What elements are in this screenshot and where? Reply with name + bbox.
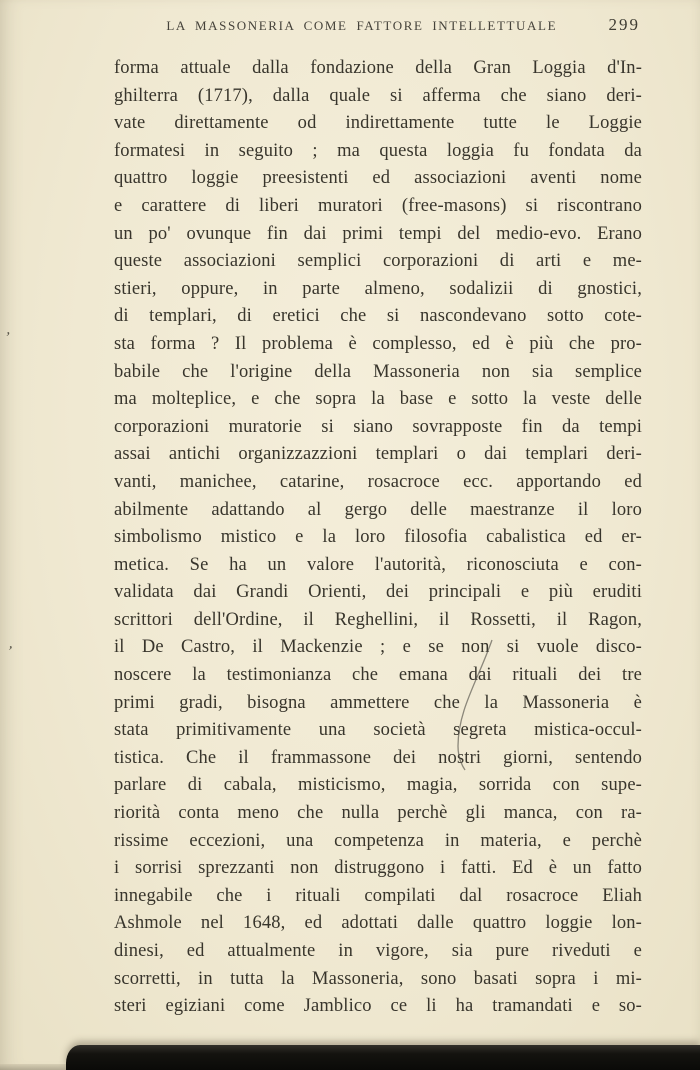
text-line: parlare di cabala, misticismo, magia, sorrida con supe-	[114, 775, 642, 796]
body-text	[114, 55, 642, 1021]
text-line: queste associazioni semplici corporazioni di arti e me-	[114, 251, 642, 272]
text-line: rissime eccezioni, una competenza in materia, e perchè	[114, 830, 642, 851]
text-line: stata primitivamente una società segreta mistica-occul-	[114, 720, 642, 741]
page-bottom-edge	[0, 1064, 70, 1070]
text-line: innegabile che i rituali compilati dal rosacroce Eliah	[114, 885, 642, 906]
text-line: di templari, di eretici che si nascondevano sotto cote-	[114, 306, 642, 327]
text-line: ghilterra (1717), dalla quale si afferma che siano deri-	[114, 85, 642, 106]
text-line: vate direttamente od indirettamente tutte le Loggie	[114, 113, 642, 134]
text-line: riorità conta meno che nulla perchè gli manca, con ra-	[114, 803, 642, 824]
text-line: abilmente adattando al gergo delle maestranze il loro	[114, 499, 642, 520]
text-line: ma molteplice, e che sopra la base e sotto la veste delle	[114, 389, 642, 410]
text-line: Ashmole nel 1648, ed adottati dalle quattro loggie lon-	[114, 913, 642, 934]
page-header	[0, 15, 700, 42]
text-line: metica. Se ha un valore l'autorità, riconosciuta e con-	[114, 554, 642, 575]
text-line: scrittori dell'Ordine, il Reghellini, il Rossetti, il Ragon,	[114, 609, 642, 630]
text-line: sta forma ? Il problema è complesso, ed è più che pro-	[114, 333, 642, 354]
text-line: primi gradi, bisogna ammettere che la Massoneria è	[114, 692, 642, 713]
running-title: LA MASSONERIA COME FATTORE INTELLETTUALE	[166, 18, 558, 33]
text-line: i sorrisi sprezzanti non distruggono i fatti. Ed è un fatto	[114, 858, 642, 879]
text-line: un po' ovunque fin dai primi tempi del medio-evo. Erano	[114, 223, 642, 244]
text-line: scorretti, in tutta la Massoneria, sono basati sopra i mi-	[114, 968, 642, 989]
text-line: formatesi in seguito ; ma questa loggia fu fondata da	[114, 140, 642, 161]
text-line: e carattere di liberi muratori (free-masons) si riscontrano	[114, 195, 642, 216]
text-line: babile che l'origine della Massoneria non sia semplice	[114, 361, 642, 382]
text-line: steri egiziani come Jamblico ce li ha tramandati e so-	[114, 996, 642, 1017]
text-line: quattro loggie preesistenti ed associazioni aventi nome	[114, 168, 642, 189]
text-line: forma attuale dalla fondazione della Gran Loggia d'In-	[114, 58, 642, 78]
text-line: simbolismo mistico e la loro filosofia cabalistica ed er-	[114, 527, 642, 548]
text-line: validata dai Grandi Orienti, dei principali e più eruditi	[114, 582, 642, 603]
text-line: noscere la testimonianza che emana dai rituali dei tre	[114, 665, 642, 686]
text-line: stieri, oppure, in parte almeno, sodalizii di gnostici,	[114, 278, 642, 299]
text-line: corporazioni muratorie si siano sovrapposte fin da tempi	[114, 416, 642, 437]
text-line: dinesi, ed attualmente in vigore, sia pure riveduti e	[114, 941, 642, 961]
text-line: tistica. Che il frammassone dei nostri giorni, sentendo	[114, 747, 642, 768]
scan-mark: ’	[5, 643, 14, 661]
scan-edge-shadow	[66, 1045, 700, 1070]
text-line: assai antichi organizzazzioni templari o dai templari deri-	[114, 444, 642, 465]
page-number: 299	[608, 15, 640, 34]
text-line: vanti, manichee, catarine, rosacroce ecc. apportando ed	[114, 471, 642, 492]
scan-mark: ’	[3, 329, 12, 347]
text-line: il De Castro, il Mackenzie ; e se non si vuole disco-	[114, 637, 642, 658]
